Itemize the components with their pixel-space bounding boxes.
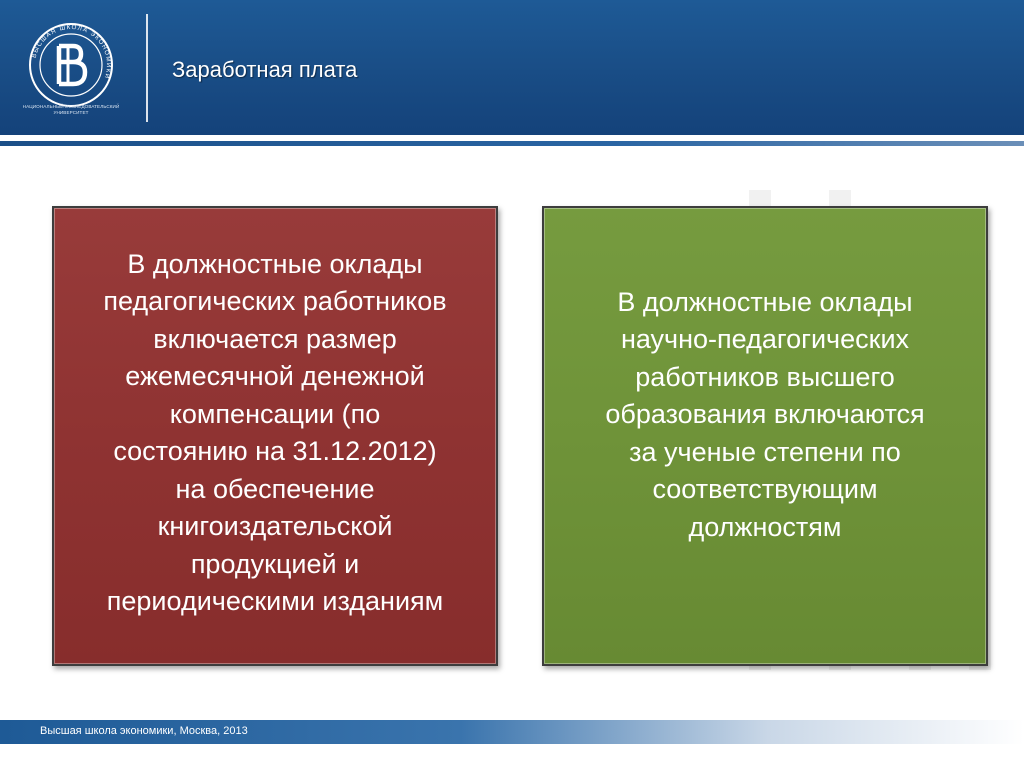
salary-info-text-right: В должностные оклады научно-педагогических работников высшего образования включаются за ученые степени по соответствующим должностям: [605, 286, 925, 542]
header-band: [0, 0, 1024, 135]
logo-subtitle: НАЦИОНАЛЬНЫЙ ИССЛЕДОВАТЕЛЬСКИЙ УНИВЕРСИТЕТ: [22, 104, 120, 115]
logo-ring-text: ВЫСШАЯ ШКОЛА ЭКОНОМИКИ: [30, 23, 113, 81]
footer-text: Высшая школа экономики, Москва, 2013: [40, 725, 248, 737]
salary-info-box-left: [52, 206, 498, 666]
header-accent-stripe: [0, 141, 1024, 146]
page-title: Заработная плата: [172, 57, 358, 82]
salary-info-box-right: [542, 206, 988, 666]
salary-info-text-left: В должностные оклады педагогических работников включается размер ежемесячной денежной компенсации (по состоянию на 31.12.2012) на обеспечение книгоиздательской продукцией и периодическими изданиям: [103, 248, 447, 616]
hse-logo-icon: [28, 22, 114, 108]
header-divider: [146, 14, 148, 122]
